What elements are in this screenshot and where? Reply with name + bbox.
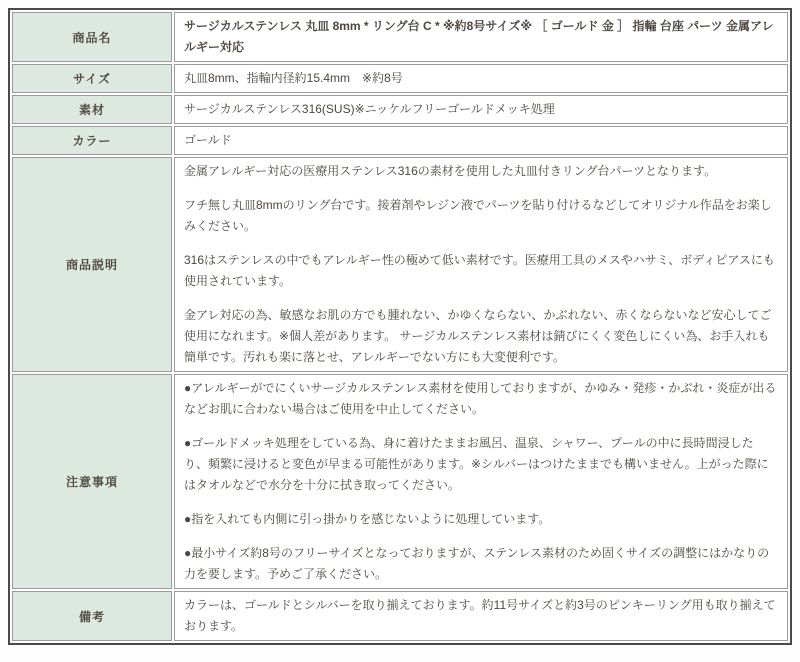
row-value-size: 丸皿8mm、指輪内径約15.4mm ※約8号 — [174, 64, 788, 93]
caution-item: ●指を入れても内側に引っ掛かりを感じないように処理しています。 — [184, 512, 551, 526]
caution-item: ●アレルギーがでにくいサージカルステンレス素材を使用しておりますが、かゆみ・発疹・かぶれ・炎症が出るなどお肌に合わない場合はご使用を中止してください。 — [184, 381, 777, 416]
row-value-cautions — [174, 374, 788, 589]
row-label-remarks: 備考 — [12, 591, 172, 641]
table-row-material — [12, 95, 788, 124]
row-value-description — [174, 157, 788, 372]
row-label-material: 素材 — [12, 95, 172, 124]
row-label-color: カラー — [12, 126, 172, 155]
description-paragraph: フチ無し丸皿8mmのリング台です。接着剤やレジン液でパーツを貼り付けるなどしてオリジナル作品をお楽しみください。 — [184, 198, 772, 233]
table-row-color — [12, 126, 788, 155]
description-paragraph: 金属アレルギー対応の医療用ステンレス316の素材を使用した丸皿付きリング台パーツとなります。 — [184, 164, 717, 178]
row-label-product-name: 商品名 — [12, 12, 172, 62]
description-paragraph: 金アレ対応の為、敏感なお肌の方でも腫れない、かゆくならない、かぶれない、赤くならないなど安心してご使用になれます。※個人差があります。 サージカルステンレス素材は錆びにくく変色しにくい為、お手入れも簡単です。汚れも楽に落とせ、アレルギーでない方にも大変便利です。 — [184, 308, 772, 364]
table-row-description — [12, 157, 788, 372]
row-value-remarks: カラーは、ゴールドとシルバーを取り揃えております。約11号サイズと約3号のピンキーリング用も取り揃えております。 — [174, 591, 788, 641]
row-value-product-name: サージカルステンレス 丸皿 8mm * リング台 C * ※約8号サイズ※ ［ ゴールド 金 ］ 指輪 台座 パーツ 金属アレルギー対応 — [174, 12, 788, 62]
table-row-product-name — [12, 12, 788, 62]
row-label-description: 商品説明 — [12, 157, 172, 372]
row-value-material: サージカルステンレス316(SUS)※ニッケルフリーゴールドメッキ処理 — [174, 95, 788, 124]
table-row-cautions — [12, 374, 788, 589]
description-paragraph: 316はステンレスの中でもアレルギー性の極めて低い素材です。医療用工具のメスやハサミ、ボディピアスにも使用されています。 — [184, 253, 775, 288]
product-spec-table — [8, 8, 792, 645]
caution-item: ●最小サイズ約8号のフリーサイズとなっておりますが、ステンレス素材のため固くサイズの調整にはかなりの力を要します。予めご了承ください。 — [184, 546, 770, 581]
row-label-cautions: 注意事項 — [12, 374, 172, 589]
table-row-remarks — [12, 591, 788, 641]
caution-item: ●ゴールドメッキ処理をしている為、身に着けたままお風呂、温泉、シャワー、プールの中に長時間浸したり、頻繁に浸けると変色が早まる可能性があります。※シルバーはつけたままでも構いません。上がった際にはタオルなどで水分を十分に拭き取ってください。 — [184, 436, 769, 492]
row-value-color: ゴールド — [174, 126, 788, 155]
table-row-size — [12, 64, 788, 93]
row-label-size: サイズ — [12, 64, 172, 93]
